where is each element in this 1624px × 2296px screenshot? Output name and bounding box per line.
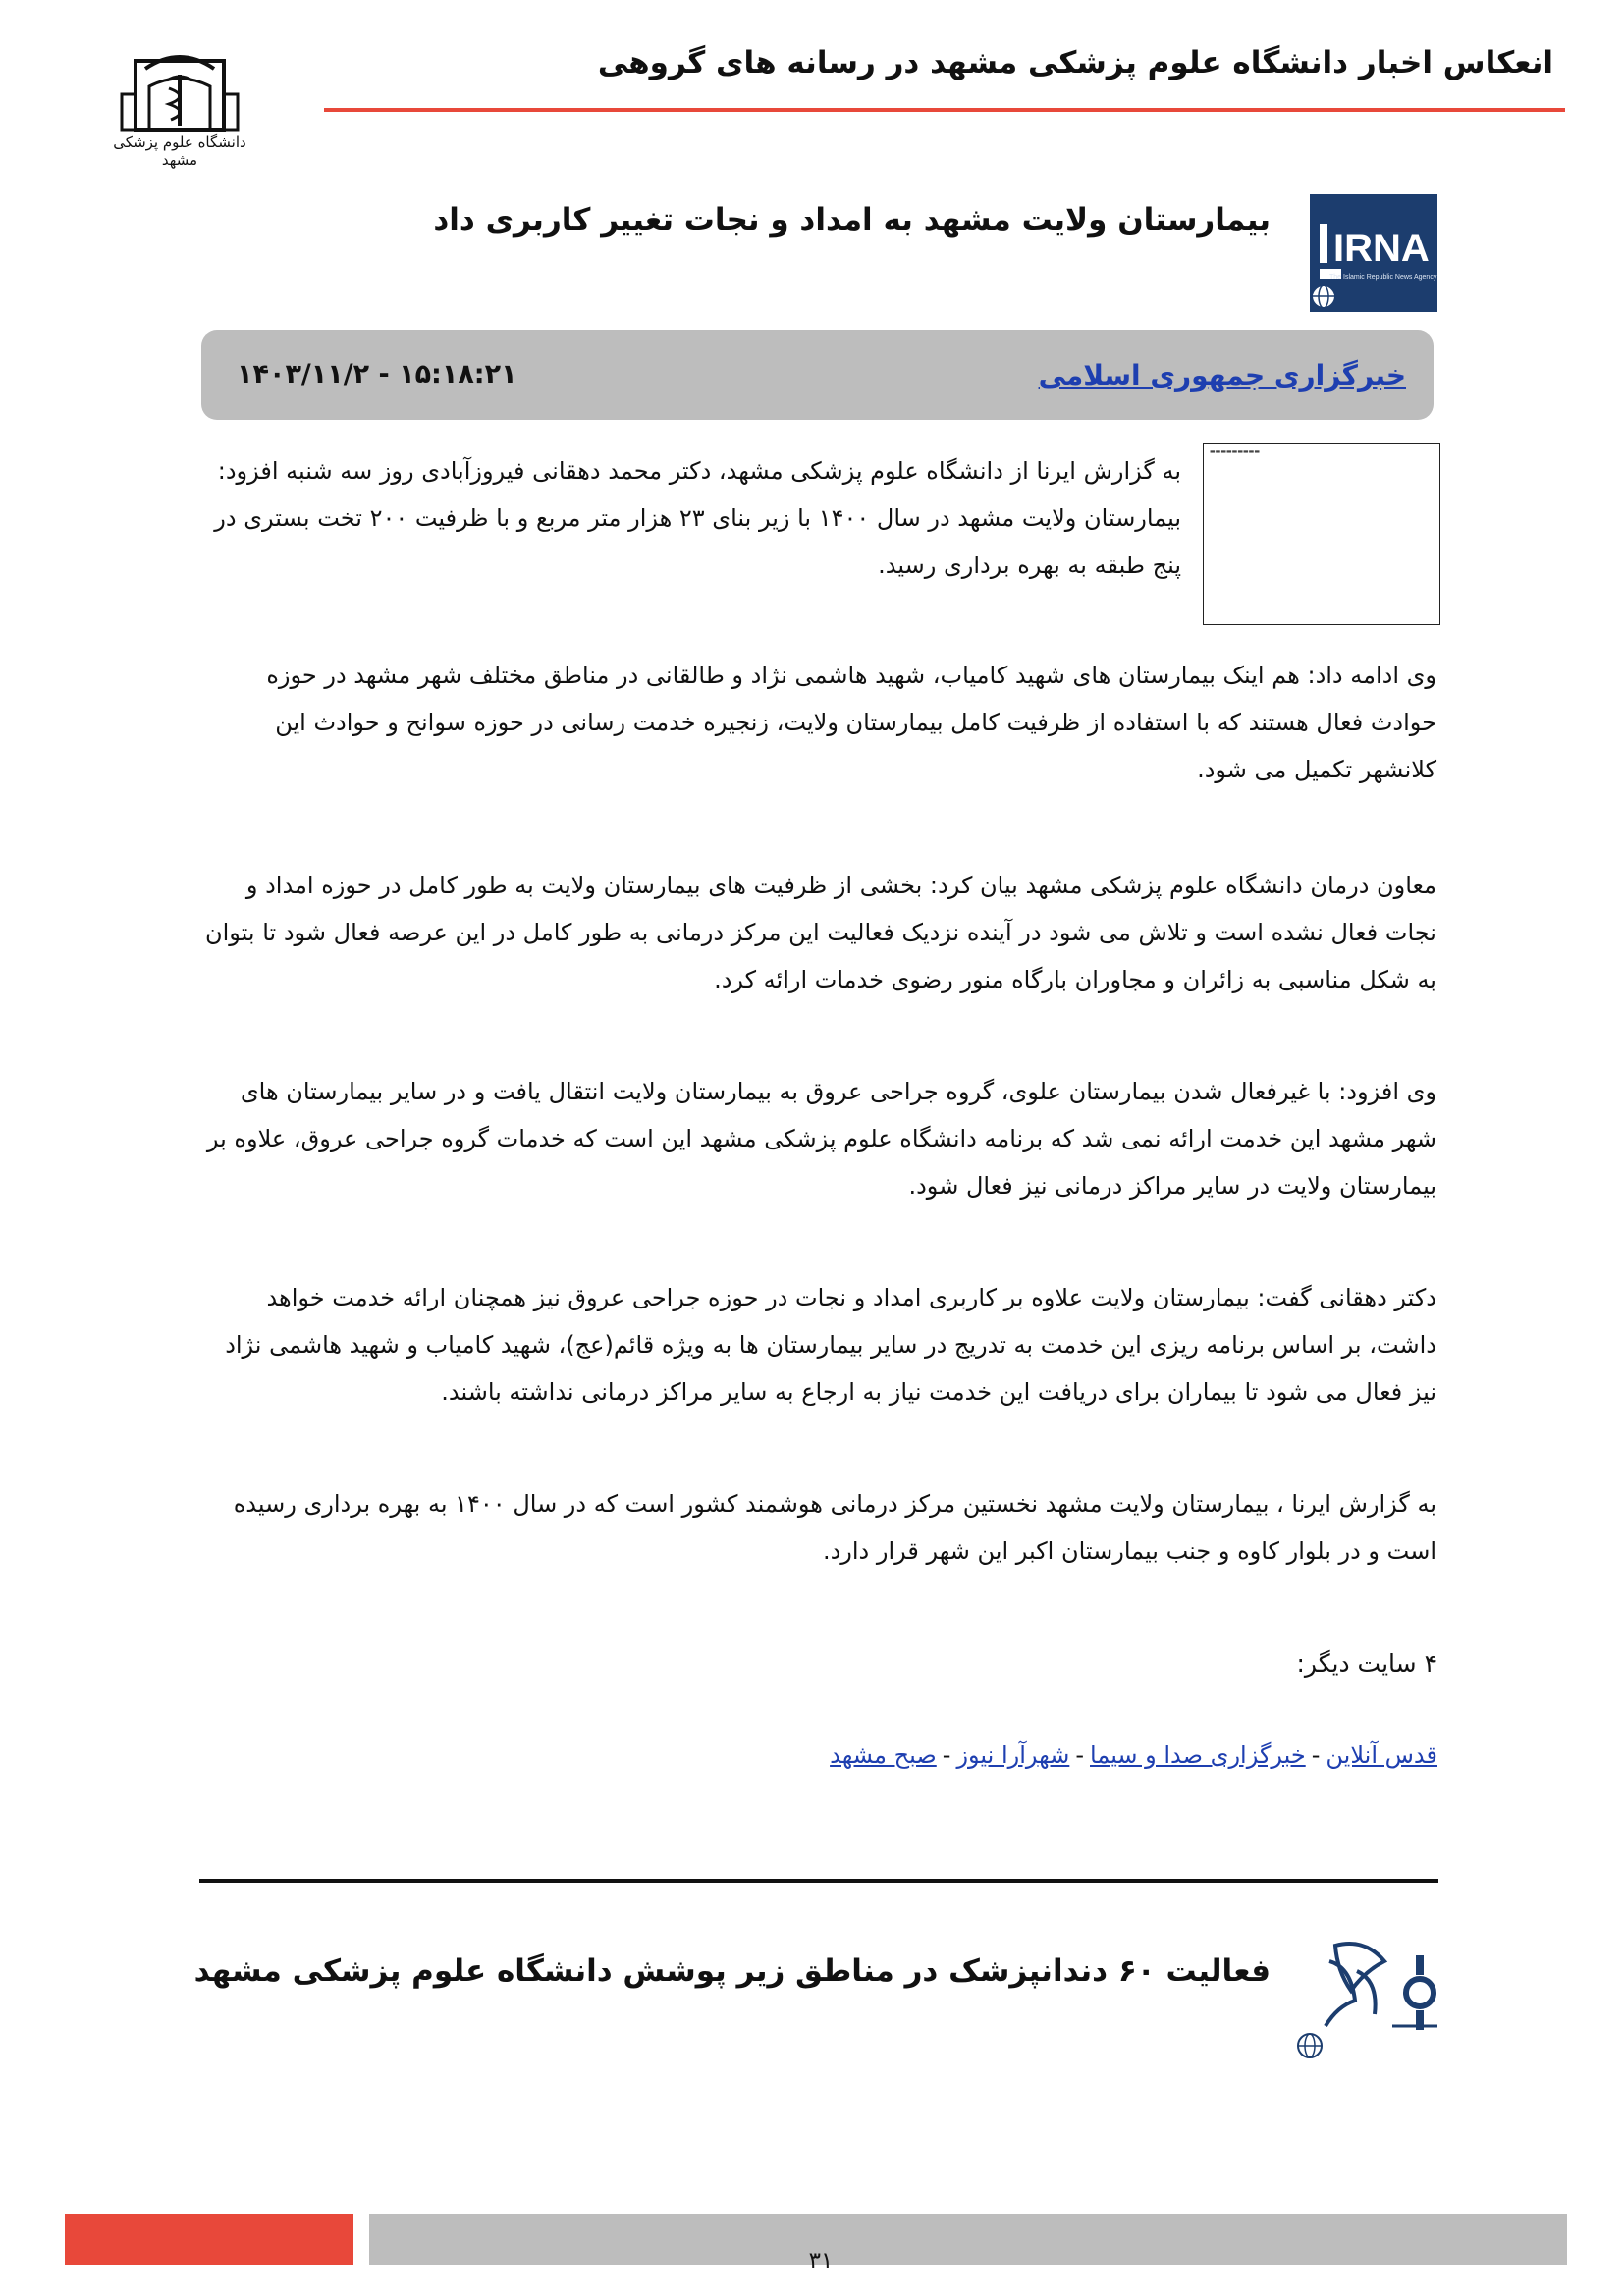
other-sites-links	[830, 1741, 1437, 1769]
irna-logo-subtitle: The Islamic Republic News Agency	[1329, 274, 1437, 281]
link-separator: -	[942, 1741, 951, 1769]
iribnews-logo-icon	[1296, 1932, 1439, 2059]
article-paragraph: معاون درمان دانشگاه علوم پزشکی مشهد بیان کرد: بخشی از ظرفیت های بیمارستان ولایت به طور کامل در حوزه امداد و نجات فعال نشده است و تلاش می شود در آینده نزدیک فعالیت این مرکز درمانی به طور کامل در این عرصه فعال شود تا بتوان به شکل مناسبی به زائران و مجاوران بارگاه منور رضوی خدمات ارائه کرد.	[204, 872, 1436, 993]
article-image-placeholder	[1203, 443, 1440, 625]
footer-bar	[369, 2214, 1567, 2265]
source-link[interactable]: خبرگزاری جمهوری اسلامی	[1038, 359, 1406, 392]
page-header-title: انعکاس اخبار دانشگاه علوم پزشکی مشهد در رسانه های گروهی	[597, 45, 1553, 80]
page-number: ۳۱	[808, 2248, 834, 2273]
article-divider	[199, 1879, 1438, 1883]
article-paragraph: وی ادامه داد: هم اینک بیمارستان های شهید کامیاب، شهید هاشمی نژاد و طالقانی در مناطق مختلف شهر مشهد در حوزه حوادث فعال هستند که با استفاده از ظرفیت کامل بیمارستان ولایت، زنجیره خدمت رسانی در حوزه سوانح و حوادث این کلانشهر تکمیل می شود.	[266, 662, 1436, 783]
link-separator: -	[1075, 1741, 1084, 1769]
article-title: فعالیت ۶۰ دندانپزشک در مناطق زیر پوشش دانشگاه علوم پزشکی مشهد	[193, 1953, 1271, 1989]
other-sites-label: ۴ سایت دیگر:	[1296, 1649, 1437, 1678]
footer-accent-bar	[65, 2214, 353, 2265]
header-rule	[324, 108, 1565, 112]
other-site-link[interactable]: صبح مشهد	[830, 1741, 937, 1769]
link-separator: -	[1311, 1741, 1321, 1769]
other-site-link[interactable]: خبرگزاری صدا و سیما	[1090, 1741, 1306, 1769]
article-paragraph: وی افزود: با غیرفعال شدن بیمارستان علوی، گروه جراحی عروق به بیمارستان ولایت انتقال یافت و در سایر بیمارستان های شهر مشهد این خدمت ارائه نمی شد که برنامه دانشگاه علوم پزشکی مشهد این است که خدمات گروه جراحی عروق، علاوه بر بیمارستان ولایت در سایر مراکز درمانی نیز فعال شود.	[206, 1078, 1436, 1200]
article-title: بیمارستان ولایت مشهد به امداد و نجات تغییر کاربری داد	[433, 202, 1271, 238]
other-site-link[interactable]: شهرآرا نیوز	[956, 1741, 1070, 1769]
other-site-link[interactable]: قدس آنلاین	[1326, 1741, 1437, 1769]
article-paragraph: به گزارش ایرنا ، بیمارستان ولایت مشهد نخستین مرکز درمانی هوشمند کشور است که در سال ۱۴۰۰ به بهره برداری رسیده است و در بلوار کاوه و جنب بیمارستان اکبر این شهر قرار دارد.	[233, 1490, 1436, 1565]
irna-logo-icon	[1310, 194, 1437, 312]
article-paragraph: به گزارش ایرنا از دانشگاه علوم پزشکی مشهد، دکتر محمد دهقانی فیروزآبادی روز سه شنبه افزود: بیمارستان ولایت مشهد در سال ۱۴۰۰ با زیر بنای ۲۳ هزار متر مربع و با ظرفیت ۲۰۰ تخت بستری در پنج طبقه به بهره برداری رسید.	[214, 457, 1181, 579]
irna-logo-text: IRNA	[1333, 227, 1430, 270]
article-meta-bar	[201, 330, 1434, 420]
image-caption-line: ▬▬▬▬▬▬▬▬▬	[1210, 448, 1261, 454]
article-datetime: ۱۴۰۳/۱۱/۲ - ۱۵:۱۸:۲۱	[237, 359, 517, 390]
article-paragraph: دکتر دهقانی گفت: بیمارستان ولایت علاوه بر کاربری امداد و نجات در حوزه جراحی عروق نیز همچنان ارائه خدمت خواهد داشت، بر اساس برنامه ریزی این خدمت به تدریج در سایر بیمارستان ها به ویژه قائم(عج)، شهید کامیاب و شهید هاشمی نژاد نیز فعال می شود تا بیماران برای دریافت این خدمت نیاز به ارجاع به سایر مراکز درمانی نداشته باشند.	[225, 1284, 1436, 1406]
university-logo-text: دانشگاه علوم پزشکی مشهد	[113, 133, 246, 169]
